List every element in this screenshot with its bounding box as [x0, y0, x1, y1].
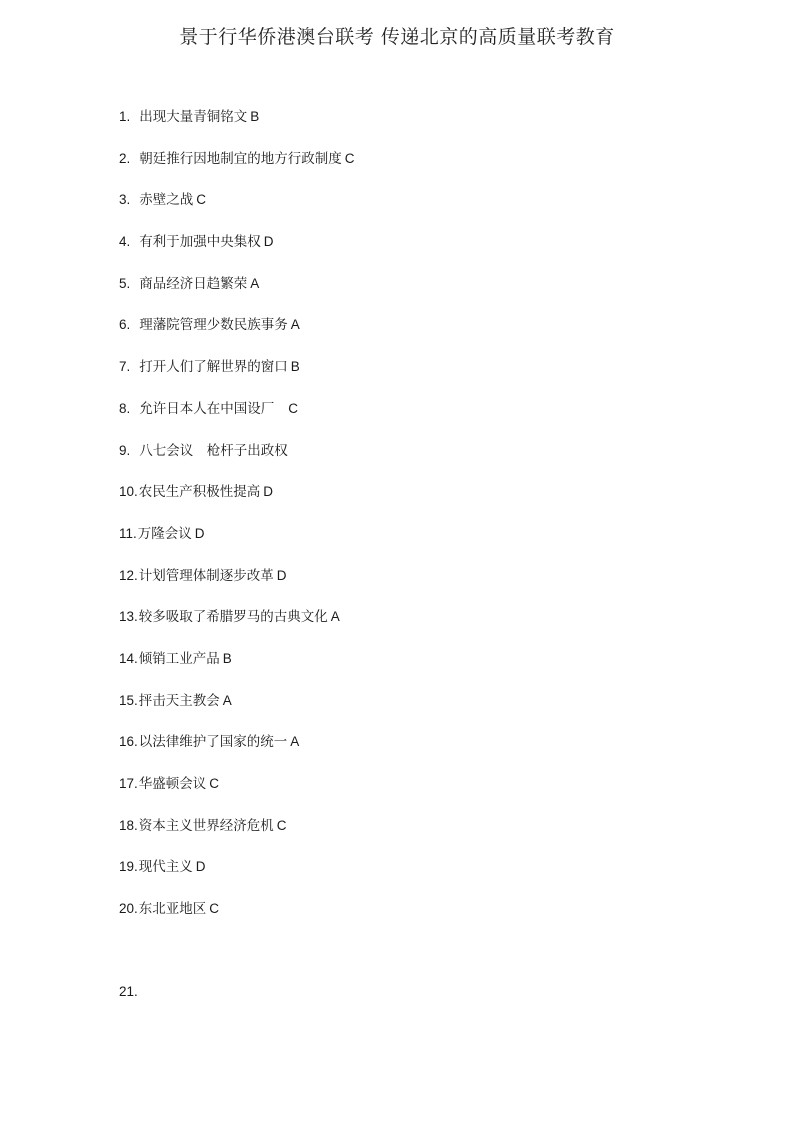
answer-text: 万隆会议: [137, 525, 192, 542]
answer-choice: C: [209, 901, 220, 917]
answer-item: [119, 233, 355, 275]
answer-item: [119, 817, 355, 859]
answer-number: 20.: [119, 901, 138, 917]
answer-number: 1.: [119, 109, 131, 124]
answer-item: [119, 400, 355, 442]
answer-item: [119, 275, 355, 317]
question-21-number: 21.: [119, 984, 138, 999]
answer-number: 13.: [119, 609, 138, 625]
answer-number: 12.: [119, 567, 138, 583]
answer-text: 八七会议 枪杆子出政权: [139, 442, 288, 459]
answer-text: 华盛顿会议: [138, 776, 207, 792]
answer-choice: B: [290, 359, 300, 375]
answer-text: 资本主义世界经济危机: [138, 817, 274, 834]
answer-number: 8.: [119, 400, 131, 416]
answer-number: 19.: [119, 859, 138, 875]
answer-choice: D: [195, 859, 206, 875]
answer-choice: D: [263, 484, 274, 500]
answer-choice: B: [222, 650, 232, 666]
answer-choice: A: [222, 692, 232, 708]
answer-list: [119, 108, 355, 942]
answer-choice: A: [290, 734, 300, 750]
answer-item: [119, 567, 355, 609]
answer-number: 11.: [119, 525, 137, 541]
answer-number: 9.: [119, 442, 131, 458]
answer-choice: D: [194, 525, 205, 541]
answer-number: 16.: [119, 734, 138, 750]
answer-number: 18.: [119, 817, 138, 833]
answer-text: 计划管理体制逐步改革: [138, 567, 274, 584]
answer-choice: C: [209, 776, 220, 791]
answer-number: 6.: [119, 317, 131, 333]
answer-text: 理藩院管理少数民族事务: [139, 317, 288, 334]
answer-item: [119, 358, 355, 400]
answer-item: [119, 608, 355, 650]
answer-item: [119, 108, 355, 150]
answer-choice: B: [250, 109, 260, 124]
answer-text: 东北亚地区: [138, 901, 207, 918]
answer-choice: A: [330, 609, 340, 625]
answer-text: 朝廷推行因地制宜的地方行政制度: [139, 150, 342, 167]
answer-number: 14.: [119, 650, 138, 666]
answer-item: [119, 191, 355, 233]
answer-number: 7.: [119, 359, 131, 375]
answer-item: [119, 442, 355, 484]
answer-number: 2.: [119, 150, 131, 166]
answer-number: 17.: [119, 776, 138, 791]
answer-choice: D: [263, 234, 274, 250]
answer-item: [119, 650, 355, 692]
answer-choice: C: [344, 150, 355, 166]
answer-text: 现代主义: [138, 859, 193, 876]
answer-number: 5.: [119, 275, 131, 291]
answer-text: 以法律维护了国家的统一: [138, 734, 288, 751]
answer-item: [119, 900, 355, 942]
answer-item: [119, 733, 355, 775]
answer-text: 允许日本人在中国设厂: [139, 400, 275, 417]
answer-text: 抨击天主教会: [138, 692, 220, 709]
page-header: 景于行华侨港澳台联考 传递北京的高质量联考教育: [179, 26, 615, 48]
answer-number: 10.: [119, 484, 138, 500]
answer-item: [119, 692, 355, 734]
answer-number: 3.: [119, 192, 131, 208]
answer-text: 较多吸取了希腊罗马的古典文化: [138, 609, 328, 626]
answer-item: [119, 775, 355, 817]
answer-choice: C: [276, 817, 287, 833]
answer-text: 倾销工业产品: [138, 650, 220, 667]
answer-number: 4.: [119, 234, 131, 250]
answer-item: [119, 525, 355, 567]
answer-choice: C: [288, 400, 299, 416]
answer-item: [119, 483, 355, 525]
answer-item: [119, 858, 355, 900]
answer-item: [119, 316, 355, 358]
answer-choice: A: [290, 317, 300, 333]
answer-choice: A: [250, 275, 260, 291]
answer-text: 赤壁之战: [139, 192, 194, 209]
answer-text: 打开人们了解世界的窗口: [139, 359, 288, 376]
answer-text: 农民生产积极性提高: [138, 484, 261, 501]
answer-text: 商品经济日趋繁荣: [139, 275, 248, 292]
answer-item: [119, 150, 355, 192]
answer-text: 有利于加强中央集权: [139, 234, 261, 251]
answer-text: 出现大量青铜铭文: [139, 109, 248, 125]
answer-choice: D: [276, 567, 287, 583]
answer-number: 15.: [119, 692, 138, 708]
answer-choice: C: [196, 192, 207, 208]
